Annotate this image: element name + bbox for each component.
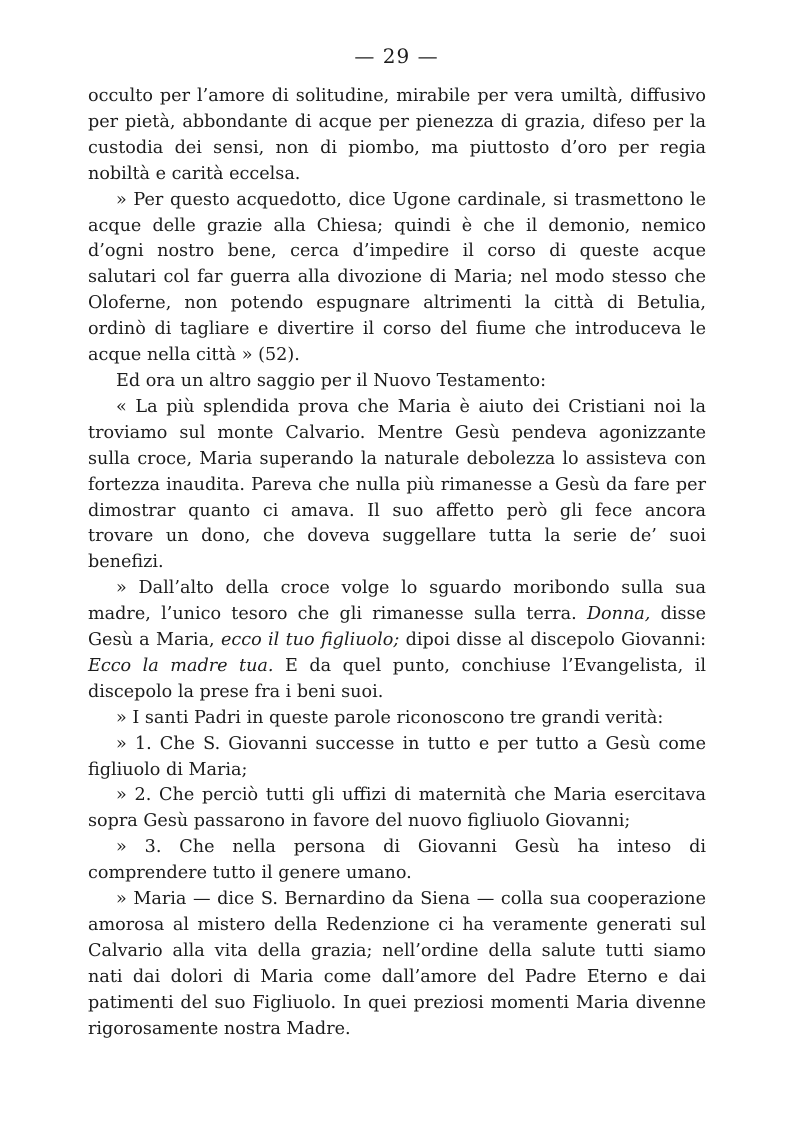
paragraph bbox=[88, 887, 706, 1042]
text-segment: disse Gesù a Maria, bbox=[88, 604, 706, 651]
paragraph bbox=[88, 395, 706, 576]
text-segment: » I santi Padri in queste parole riconoscono tre grandi verità: bbox=[116, 707, 664, 728]
page-body-text bbox=[88, 84, 706, 1043]
paragraph bbox=[88, 835, 706, 887]
text-segment: Ed ora un altro saggio per il Nuovo Testamento: bbox=[116, 370, 547, 391]
paragraph bbox=[88, 576, 706, 706]
paragraph bbox=[88, 706, 706, 732]
text-segment: occulto per l’amore di solitudine, mirabile per vera umiltà, diffusivo per pietà, abbondante di acque per pienezza di grazia, difeso per la custodia dei sensi, non di piombo, ma piuttosto d’oro per regia nobiltà e carità eccelsa. bbox=[88, 86, 706, 184]
italic-quote: Donna, bbox=[586, 604, 651, 625]
text-segment: E da quel punto, conchiuse l’Evangelista, il discepolo la prese fra i beni suoi. bbox=[88, 655, 706, 702]
text-segment: » 2. Che perciò tutti gli uffizi di maternità che Maria esercitava sopra Gesù passarono in favore del nuovo figliuolo Giovanni; bbox=[88, 785, 706, 832]
paragraph bbox=[88, 732, 706, 784]
text-segment: » 3. Che nella persona di Giovanni Gesù ha inteso di comprendere tutto il genere umano. bbox=[88, 837, 706, 884]
text-segment: » Dall’alto della croce volge lo sguardo moribondo sulla sua madre, l’unico tesoro che gli rimanesse sulla terra. bbox=[88, 578, 706, 625]
page-number: — 29 — bbox=[354, 44, 439, 68]
text-segment: » Per questo acquedotto, dice Ugone cardinale, si trasmettono le acque delle grazie alla Chiesa; quindi è che il demonio, nemico d’ogni nostro bene, cerca d’impedire il corso di queste acque salutari col far guerra alla divozione di Maria; nel modo stesso che Oloferne, non potendo espugnare altrimenti la città di Betulia, ordinò di tagliare e divertire il corso del fiume che introduceva le acque nella città » (52). bbox=[88, 189, 706, 366]
paragraph bbox=[88, 188, 706, 369]
text-segment: » 1. Che S. Giovanni successe in tutto e per tutto a Gesù come figliuolo di Maria; bbox=[88, 733, 706, 780]
text-segment: « La più splendida prova che Maria è aiuto dei Cristiani noi la troviamo sul monte Calvario. Mentre Gesù pendeva agonizzante sulla croce, Maria superando la naturale debolezza lo assisteva con fortezza inaudita. Pareva che nulla più rimanesse a Gesù da fare per dimostrar quanto ci amava. Il suo affetto però gli fece ancora trovare un dono, che doveva suggellare tutta la serie de’ suoi benefizi. bbox=[88, 396, 706, 573]
paragraph bbox=[88, 783, 706, 835]
italic-quote: Ecco la madre tua. bbox=[88, 655, 274, 676]
text-segment: dipoi disse al discepolo Giovanni: bbox=[399, 630, 707, 651]
paragraph bbox=[88, 84, 706, 188]
text-segment: » Maria — dice S. Bernardino da Siena — colla sua cooperazione amorosa al mistero della Redenzione ci ha veramente generati sul Calvario alla vita della grazia; nell’ordine della salute tutti siamo nati dai dolori di Maria come dall’amore del Padre Eterno e dai patimenti del suo Figliuolo. In quei preziosi momenti Maria divenne rigorosamente nostra Madre. bbox=[88, 889, 706, 1039]
italic-quote: ecco il tuo figliuolo; bbox=[220, 630, 400, 651]
paragraph bbox=[88, 369, 706, 395]
